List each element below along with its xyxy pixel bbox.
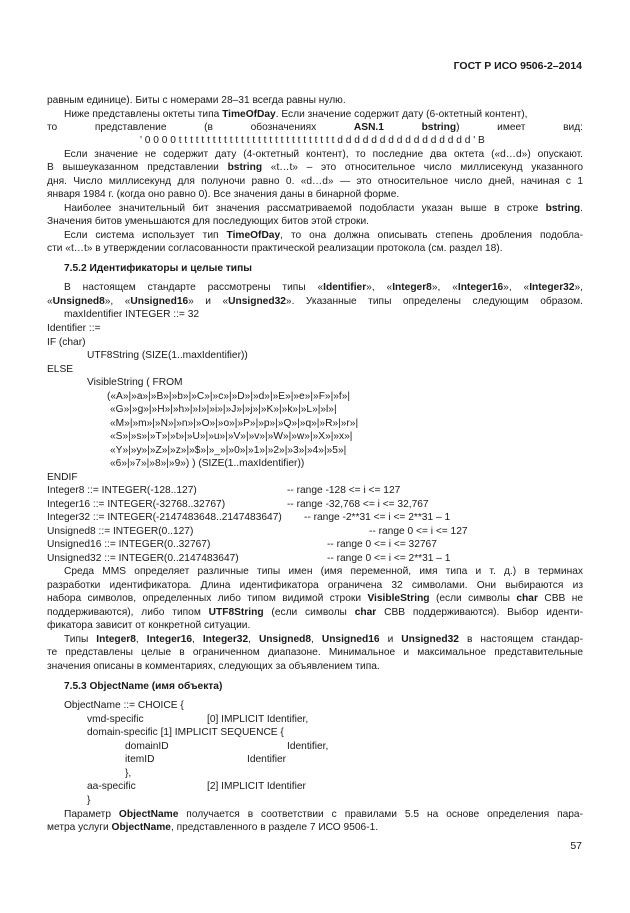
bold-term: TimeOfDay xyxy=(222,109,276,120)
bold-term: Unsigned32 xyxy=(228,296,286,307)
text-run: («A»|»a»|»B»|»b»|»C»|»c»|»D»|»d»|»E»|»e»|»F»|»f»| xyxy=(107,391,351,402)
text-run: Integer8 ::= INTEGER(-128..127) xyxy=(47,485,197,496)
text-run: те представлены целые в ограниченном диапазоне. Минимальное и максимальное представительные xyxy=(47,647,583,658)
text-line xyxy=(47,484,197,498)
text-run: значения описаны в комментариях, следующих за объявлением типа. xyxy=(47,661,380,672)
text-line xyxy=(125,767,131,781)
code-comment: -- range -128 <= i <= 127 xyxy=(287,485,401,496)
text-run: (если символы xyxy=(429,593,517,604)
text-line xyxy=(47,552,239,566)
text-line xyxy=(64,148,583,162)
text-run: IF (char) xyxy=(47,337,86,348)
text-run: , xyxy=(135,634,147,645)
text-line xyxy=(47,322,101,336)
text-run: и xyxy=(379,634,402,645)
text-line xyxy=(47,94,346,108)
text-run: января 1984 г. (когда оно равно 0). Все значения даны в бинарной форме. xyxy=(47,189,400,200)
text-line xyxy=(47,363,73,377)
bold-term: Unsigned8 xyxy=(258,634,312,645)
bold-term: Unsigned16 xyxy=(321,634,380,645)
bold-term: Integer16 xyxy=(146,634,193,645)
text-run: CBB поддерживаются). Выбор иденти- xyxy=(376,607,583,618)
bold-term: ObjectName xyxy=(118,809,179,820)
text-run: Integer16 ::= INTEGER(-32768..32767) xyxy=(47,499,226,510)
text-run: «G»|»g»|»H»|»h»|»I»|»i»|»J»|»j»|»K»|»k»|»L»|»l»| xyxy=(110,404,337,415)
text-run: дня. Число миллисекунд для полуночи равно 0. «d…d» — это относительное число дней, начиная с 1 xyxy=(47,176,583,187)
bold-term: ObjectName xyxy=(111,822,171,833)
code-comment: -- range 0 <= i <= 2**31 – 1 xyxy=(327,553,451,564)
text-line xyxy=(64,229,583,243)
code-comment: [0] IMPLICIT Identifier, xyxy=(207,714,309,725)
text-run: ) имеет вид: xyxy=(456,122,583,133)
text-line xyxy=(47,660,380,674)
text-line xyxy=(87,713,144,727)
text-line xyxy=(64,262,252,276)
text-line xyxy=(47,619,250,633)
text-run: », « xyxy=(104,296,131,307)
text-run: domainID xyxy=(125,741,169,752)
text-line xyxy=(47,606,583,620)
text-run: . xyxy=(580,203,583,214)
text-line xyxy=(47,188,399,202)
text-line xyxy=(87,726,284,740)
text-run: Unsigned16 ::= INTEGER(0..32767) xyxy=(47,539,211,550)
text-run: } xyxy=(87,795,91,806)
bold-term: Integer16 xyxy=(457,282,504,293)
text-line xyxy=(47,592,583,606)
text-line xyxy=(64,565,583,579)
text-run: }, xyxy=(125,768,132,779)
text-run: CBB не xyxy=(537,593,584,604)
text-run: В вышеуказанном представлении xyxy=(47,162,228,173)
text-run: maxIdentifier INTEGER ::= 32 xyxy=(64,309,200,320)
page-number: 57 xyxy=(570,840,582,852)
text-line xyxy=(87,780,136,794)
bold-term: bstring xyxy=(227,162,263,173)
text-line xyxy=(47,175,583,189)
text-run: Среда MMS определяет различные типы имен (имя переменной, имя типа и т. д.) в терминах xyxy=(64,566,583,577)
text-run: », « xyxy=(431,282,458,293)
bold-term: Unsigned32 xyxy=(401,634,459,645)
text-run: ' 0 0 0 0 t t t t t t t t t t t t t t t t t t t t t t t t t t t t d d d d d d d d d d d d d d d d ' B xyxy=(140,135,485,146)
bold-term: Identifier xyxy=(323,282,367,293)
bold-term: char xyxy=(516,593,538,604)
bold-term: bstring xyxy=(545,203,581,214)
code-comment: Identifier, xyxy=(287,741,329,752)
text-run: Если система использует тип xyxy=(64,230,227,241)
text-run: «S»|»s»|»T»|»t»|»U»|»u»|»V»|»v»|»W»|»w»|»X»|»x»| xyxy=(110,431,353,442)
bold-term: Integer8 xyxy=(96,634,136,645)
text-run: itemID xyxy=(125,754,155,765)
text-line xyxy=(110,457,304,471)
bold-term: Integer8 xyxy=(392,282,432,293)
text-line xyxy=(47,511,282,525)
text-run: Наиболее значительный бит значения рассматриваемой подобласти указан выше в строке xyxy=(64,203,546,214)
code-comment: -- range 0 <= i <= 32767 xyxy=(327,539,437,550)
text-run: domain-specific [1] IMPLICIT SEQUENCE { xyxy=(87,727,284,738)
code-comment: -- range -32,768 <= i <= 32,767 xyxy=(287,499,429,510)
text-run: Unsigned8 ::= INTEGER(0..127) xyxy=(47,526,194,537)
bold-term: TimeOfDay xyxy=(226,230,281,241)
code-comment: [2] IMPLICIT Identifier xyxy=(207,781,306,792)
text-line xyxy=(87,349,248,363)
text-line xyxy=(47,498,225,512)
text-line xyxy=(47,821,378,835)
bold-term: char xyxy=(354,607,377,618)
text-line xyxy=(47,336,86,350)
text-run: разработки идентификатора. Длина идентификатора ограничена 32 символами. Они выбираются из xyxy=(47,580,583,591)
text-run: фикатора зависит от конкретной ситуации. xyxy=(47,620,251,631)
text-line xyxy=(47,215,369,229)
text-run: ELSE xyxy=(47,364,74,375)
text-line xyxy=(47,471,78,485)
text-line xyxy=(47,121,583,135)
text-run: » и « xyxy=(188,296,229,307)
text-run: Ниже представлены октеты типа xyxy=(64,109,223,120)
text-run: UTF8String (SIZE(1..maxIdentifier)) xyxy=(87,350,248,361)
code-comment: Identifier xyxy=(247,754,287,765)
text-run: . Если значение содержит дату (6-октетный контент), xyxy=(275,109,528,120)
text-run: ENDIF xyxy=(47,472,78,483)
text-line xyxy=(87,376,182,390)
text-run: , xyxy=(311,634,322,645)
text-run: «t…t» – это относительное число миллисекунд указанного xyxy=(262,162,583,173)
text-line xyxy=(64,108,527,122)
code-comment: -- range 0 <= i <= 127 xyxy=(369,526,468,537)
text-line xyxy=(47,242,503,256)
text-run: aa-specific xyxy=(87,781,136,792)
text-run: то представление (в обозначениях xyxy=(47,122,354,133)
text-run: (если символы xyxy=(263,607,355,618)
text-run: Типы xyxy=(64,634,97,645)
text-run: , представленного в разделе 7 ИСО 9506-1. xyxy=(170,822,379,833)
text-line xyxy=(140,134,485,148)
text-run: Параметр xyxy=(64,809,119,820)
text-line xyxy=(64,633,583,647)
text-run: », « xyxy=(366,282,393,293)
text-run: vmd-specific xyxy=(87,714,144,725)
text-run: », « xyxy=(503,282,530,293)
text-run: , то она должна описывать степень дробления подобла- xyxy=(280,230,583,241)
text-line xyxy=(64,308,199,322)
text-line xyxy=(64,808,583,822)
text-run: Integer32 ::= INTEGER(-2147483648..2147483647) xyxy=(47,512,282,523)
text-line xyxy=(110,430,352,444)
text-run: , xyxy=(248,634,259,645)
bold-term: Unsigned8 xyxy=(52,296,105,307)
bold-term: UTF8String xyxy=(208,607,264,618)
text-line xyxy=(64,202,583,216)
text-line xyxy=(110,403,337,417)
bold-term: 7.5.2 Идентификаторы и целые типы xyxy=(64,263,252,274)
text-line xyxy=(47,525,193,539)
bold-term: 7.5.3 ObjectName (имя объекта) xyxy=(64,681,223,692)
text-line xyxy=(125,753,154,767)
bold-term: VisibleString xyxy=(367,593,430,604)
text-line xyxy=(110,444,346,458)
text-line xyxy=(64,281,583,295)
text-line xyxy=(87,794,90,808)
text-run: сти «t…t» в утверждении согласованности практической реализации протокола (см. раздел 18). xyxy=(47,243,503,254)
text-line xyxy=(47,538,210,552)
text-run: поддерживаются), либо типом xyxy=(47,607,209,618)
text-run: Если значение не содержит дату (4-октетный контент), то последние два октета («d…d») опускают. xyxy=(64,149,583,160)
code-comment: -- range -2**31 <= i <= 2**31 – 1 xyxy=(304,512,451,523)
text-run: Значения битов уменьшаются для последующих битов этой строки. xyxy=(47,216,370,227)
text-line xyxy=(110,417,358,431)
bold-term: Integer32 xyxy=(529,282,575,293)
text-line xyxy=(107,390,350,404)
text-run: ObjectName ::= CHOICE { xyxy=(64,700,184,711)
bold-term: Integer32 xyxy=(202,634,249,645)
text-run: Unsigned32 ::= INTEGER(0..2147483647) xyxy=(47,553,239,564)
text-line xyxy=(47,295,583,309)
text-run: , xyxy=(192,634,203,645)
text-line xyxy=(47,161,583,175)
text-run: « xyxy=(47,296,53,307)
text-run: «Y»|»y»|»Z»|»z»|»$»|»_»|»0»|»1»|»2»|»3»|»4»|»5»| xyxy=(110,445,347,456)
text-run: в настоящем стандар- xyxy=(458,634,583,645)
text-run: В настоящем стандарте рассмотрены типы « xyxy=(64,282,324,293)
text-line xyxy=(125,740,169,754)
text-run: VisibleString ( FROM xyxy=(87,377,183,388)
text-run: «6»|»7»|»8»|»9») ) (SIZE(1..maxIdentifier)) xyxy=(110,458,305,469)
text-run: метра услуги xyxy=(47,822,112,833)
text-line xyxy=(47,646,583,660)
text-run: », xyxy=(574,282,583,293)
text-line xyxy=(47,579,583,593)
text-run: Identifier ::= xyxy=(47,323,101,334)
text-run: «M»|»m»|»N»|»n»|»O»|»o»|»P»|»p»|»Q»|»q»|»R»|»r»| xyxy=(110,418,359,429)
text-line xyxy=(64,680,222,694)
text-run: набора символов, определенных либо типом видимой строки xyxy=(47,593,368,604)
text-run: получается в соответствии с правилами 5.5 на основе определения пара- xyxy=(178,809,583,820)
document-header: ГОСТ Р ИСО 9506-2–2014 xyxy=(453,60,582,72)
bold-term: Unsigned16 xyxy=(130,296,189,307)
text-run: ». Указанные типы определены следующим образом. xyxy=(285,296,583,307)
text-line xyxy=(64,699,184,713)
bold-term: ASN.1 bstring xyxy=(353,122,457,133)
text-run: равным единице). Биты с номерами 28–31 всегда равны нулю. xyxy=(47,95,346,106)
